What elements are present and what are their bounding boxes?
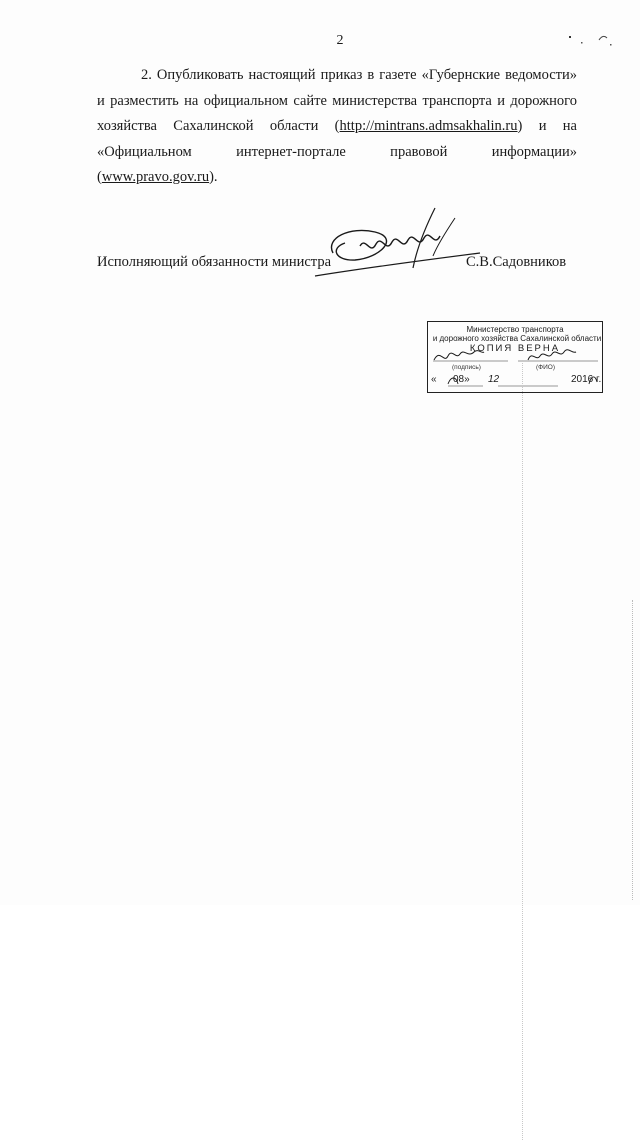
stamp-year-prefix: 20	[571, 374, 583, 385]
signer-title: Исполняющий обязанности министра	[97, 254, 332, 270]
signer-name: С.В.Садовников	[466, 254, 567, 270]
ministry-site-link[interactable]: http://mintrans.admsakhalin.ru	[339, 118, 518, 134]
signature-block	[97, 254, 577, 284]
legal-portal-link[interactable]: www.pravo.gov.ru	[101, 169, 210, 185]
publication-paragraph	[97, 63, 577, 191]
copy-certification-stamp	[427, 321, 603, 393]
stamp-name-caption: (ФИО)	[536, 364, 555, 371]
paragraph-text-start: 2. Опубликовать настоящий приказ в газете «Губернские ведомости» и разместить на официальном сайте министерства транспорта и дорожного хозяйства Сахалинской области (	[97, 67, 577, 134]
stamp-date-month: 12	[488, 374, 500, 385]
stamp-ministry-line: Министерство транспорта	[466, 325, 564, 334]
page-number: 2	[336, 33, 344, 48]
stamp-day-value: 08	[453, 374, 465, 385]
stamp-handwriting	[428, 322, 602, 392]
paragraph-text-end: ).	[209, 169, 218, 185]
scan-artifact-line-right	[632, 600, 634, 900]
stamp-date-quote-close: »	[464, 374, 470, 385]
stamp-copy-verified: КОПИЯ ВЕРНА	[469, 343, 561, 354]
scan-corner-marks	[565, 28, 615, 50]
scan-artifact-line	[522, 360, 524, 1140]
paragraph-text-middle: ) и на «Официальном интернет-портале правовой информации» (	[97, 118, 577, 185]
stamp-year-suffix: 16 г.	[582, 374, 602, 385]
stamp-ministry-line-2: и дорожного хозяйства Сахалинской области	[432, 334, 602, 343]
stamp-date-quote-open: «	[431, 374, 437, 385]
stamp-signature-caption: (подпись)	[452, 364, 481, 371]
